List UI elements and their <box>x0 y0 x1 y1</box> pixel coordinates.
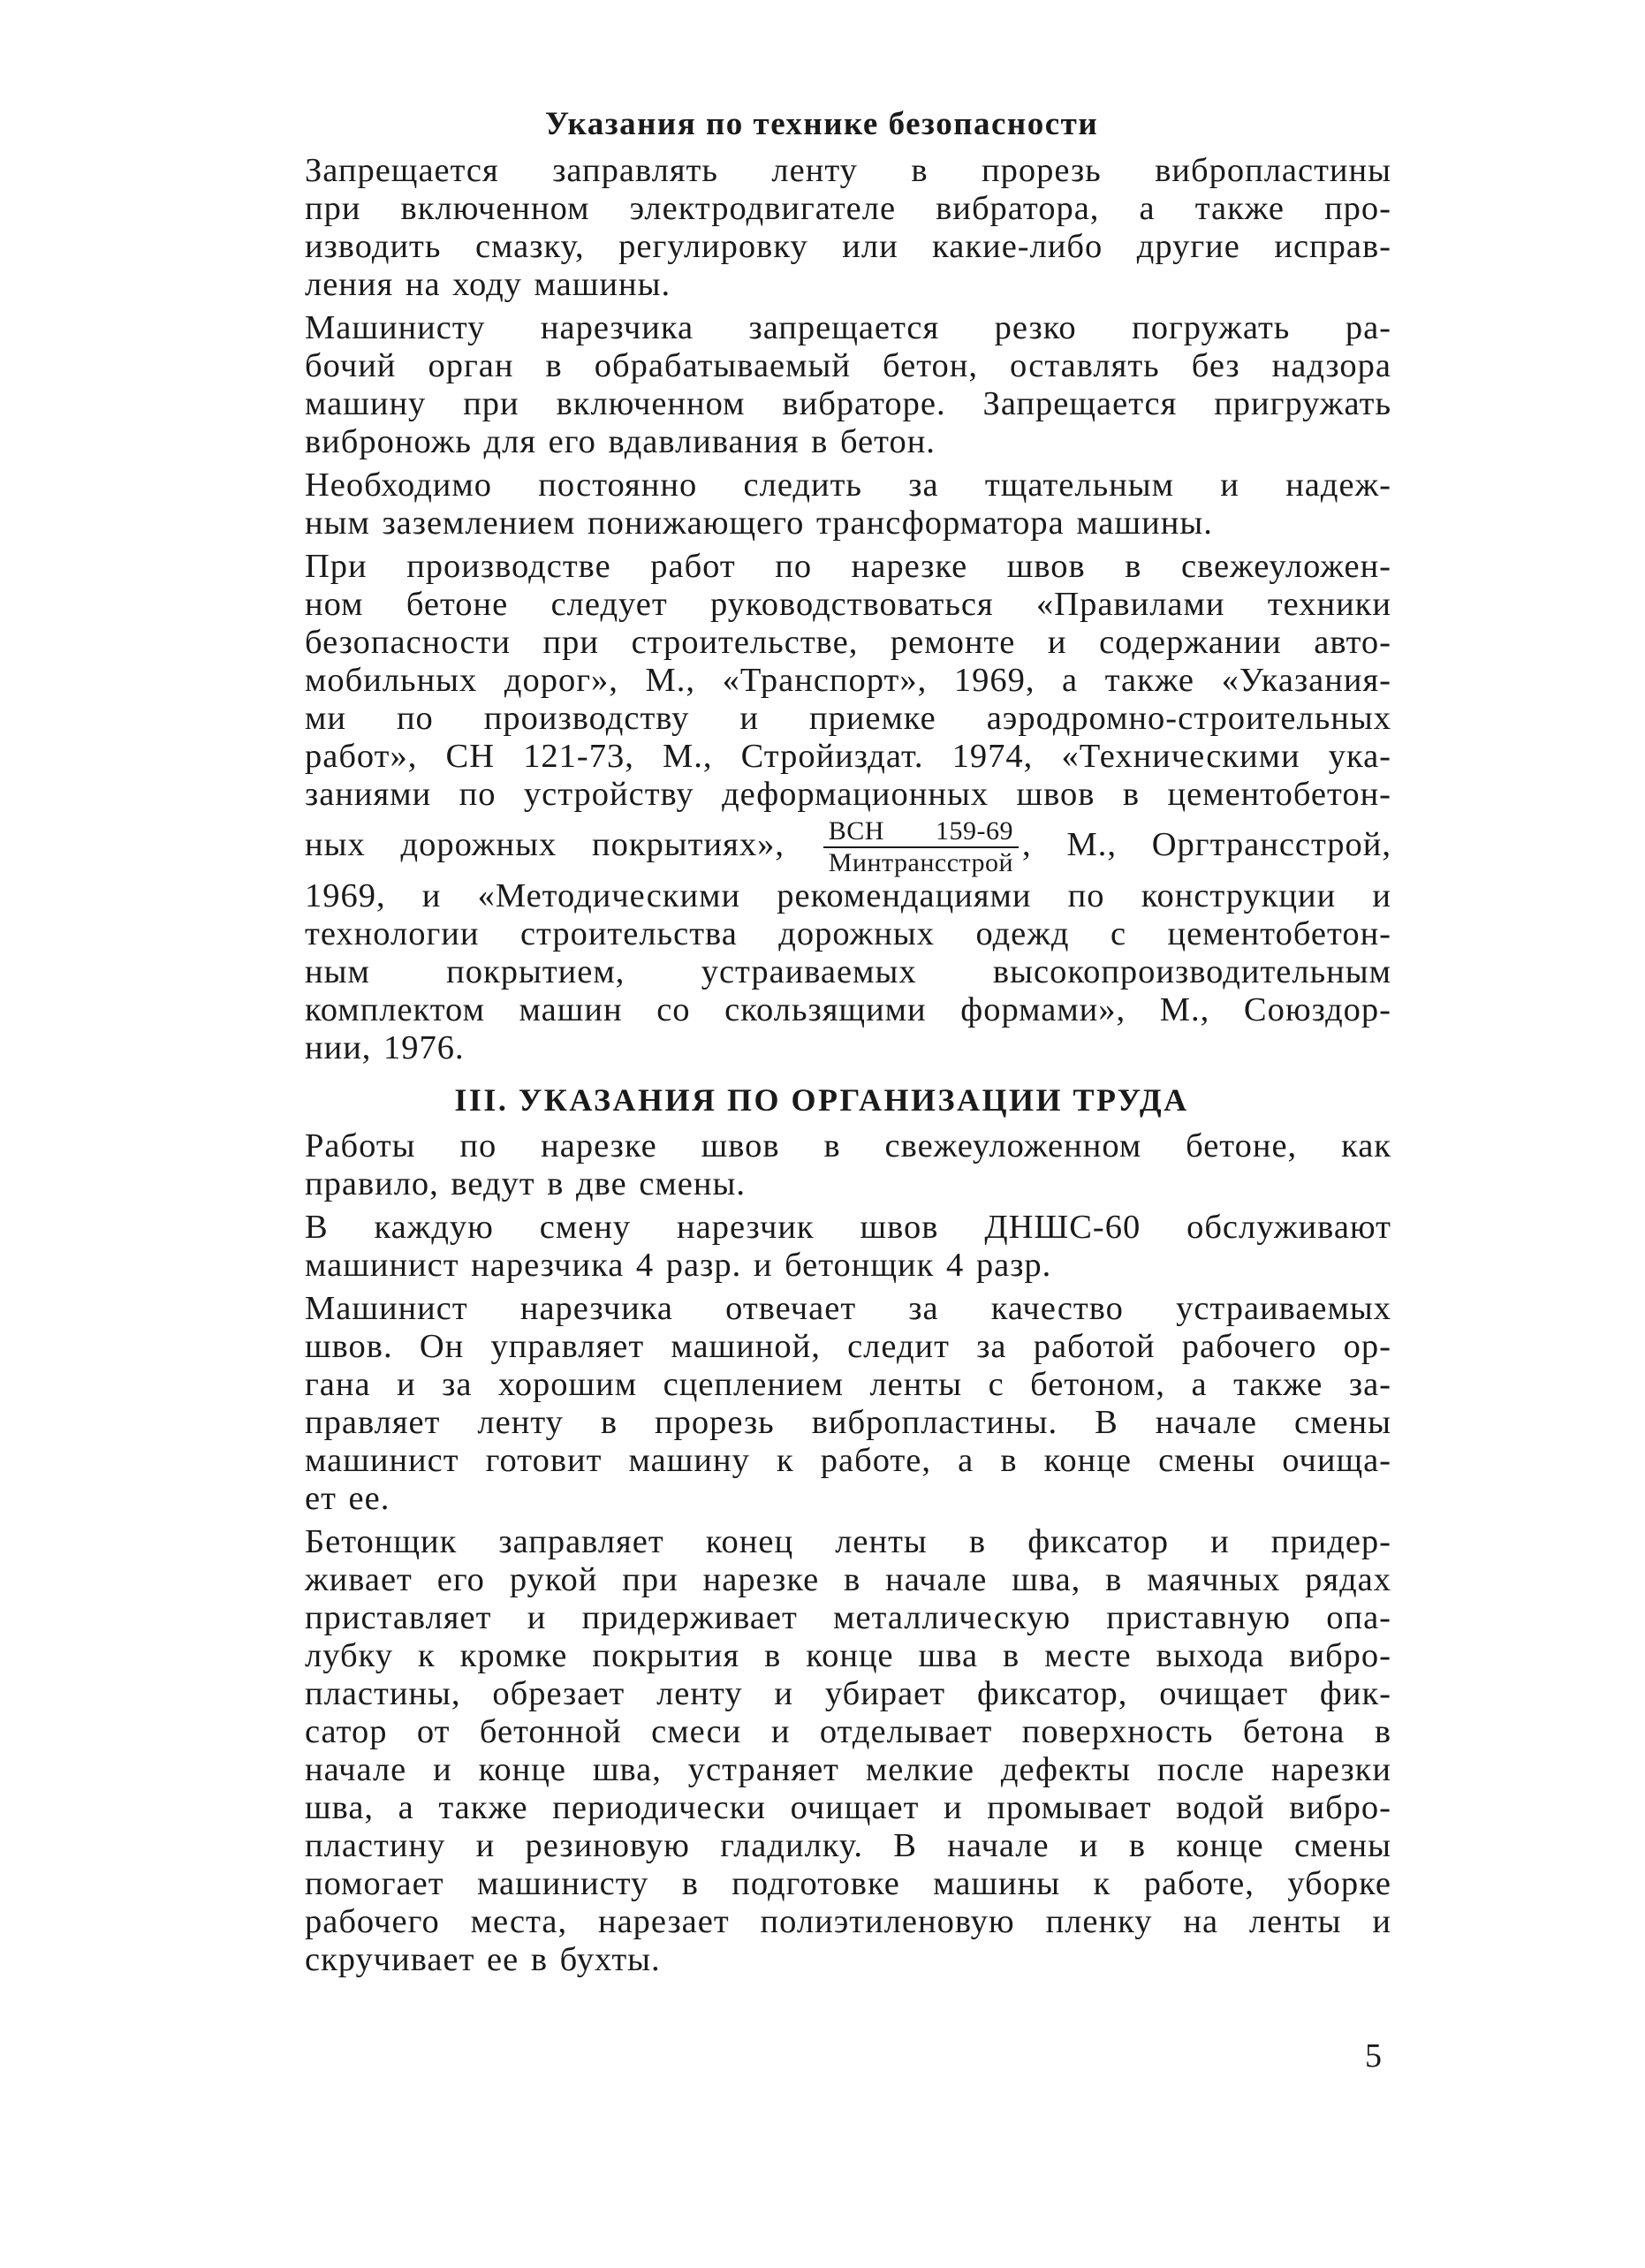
text-line: приставляет и придерживает металлическую приставную опа- <box>305 1599 1391 1637</box>
text-line: правляет ленту в прорезь вибропластины. В начале смены <box>305 1404 1391 1442</box>
text-line: виброножь для его вдавливания в бетон. <box>305 423 936 460</box>
page-number: 5 <box>1365 2037 1382 2075</box>
fraction-numerator: ВСН 159-69 <box>823 817 1019 848</box>
labor-paragraph-4 <box>252 1523 1391 1979</box>
labor-paragraph-3 <box>252 1290 1391 1518</box>
labor-paragraph-1 <box>252 1127 1391 1203</box>
text-line: безопасности при строительстве, ремонте и содержании авто- <box>305 624 1391 661</box>
text-line: ми по производству и приемке аэродромно-строительных <box>305 700 1391 737</box>
text-line: шва, а также периодически очищает и промывает водой вибро- <box>305 1789 1391 1827</box>
text-line: При производстве работ по нарезке швов в свежеуложен- <box>305 548 1391 585</box>
fraction-denominator: Минтрансстрой <box>828 848 1014 878</box>
text-line: правило, ведут в две смены. <box>305 1165 746 1203</box>
text-line: заниями по устройству деформационных швов в цементобетон- <box>305 776 1391 813</box>
text-line: ным заземлением понижающего трансформатора машины. <box>305 504 1213 542</box>
text-line: при включенном электродвигателе вибратора, а также про- <box>305 190 1391 227</box>
text-line: живает его рукой при нарезке в начале шва, в маячных рядах <box>305 1561 1391 1599</box>
text-line: пластину и резиновую гладилку. В начале и в конце смены <box>305 1827 1391 1865</box>
text-line: Работы по нарезке швов в свежеуложенном бетоне, как <box>305 1127 1391 1165</box>
text-line: ления на ходу машины. <box>305 266 671 303</box>
text-line: изводить смазку, регулировку или какие-либо другие исправ- <box>305 228 1391 265</box>
text-line: нии, 1976. <box>305 1029 465 1067</box>
text-line: сатор от бетонной смеси и отделывает поверхность бетона в <box>305 1713 1391 1751</box>
text-line: помогает машинисту в подготовке машины к работе, уборке <box>305 1865 1391 1903</box>
text-line: ном бетоне следует руководствоваться «Правилами техники <box>305 586 1391 623</box>
text-line: работ», СН 121-73, М., Стройиздат. 1974, «Техническими ука- <box>305 738 1391 775</box>
text-line: машинист нарезчика 4 разр. и бетонщик 4 разр. <box>305 1247 1052 1285</box>
text-line: 1969, и «Методическими рекомендациями по конструкции и <box>305 877 1391 915</box>
standard-fraction <box>823 817 1019 877</box>
text-line: скручивает ее в бухты. <box>305 1941 661 1979</box>
page-content <box>252 104 1391 1984</box>
safety-heading: Указания по технике безопасности <box>544 106 1099 142</box>
text-line: ным покрытием, устраиваемых высокопроизводительным <box>305 953 1391 991</box>
fraction-line <box>252 814 1391 877</box>
text-line: ет ее. <box>305 1480 390 1518</box>
text-line: мобильных дорог», М., «Транспорт», 1969, а также «Указания- <box>305 662 1391 699</box>
text-line: Бетонщик заправляет конец ленты в фиксатор и придер- <box>305 1523 1391 1561</box>
text-line: гана и за хорошим сцеплением ленты с бетоном, а также за- <box>305 1366 1391 1404</box>
safety-paragraph-4 <box>252 548 1391 1067</box>
text-line: Машинисту нарезчика запрещается резко погружать ра- <box>305 309 1391 346</box>
text-line: бочий орган в обрабатываемый бетон, оставлять без надзора <box>305 347 1391 384</box>
safety-paragraph-3 <box>252 466 1391 542</box>
text-line: Машинист нарезчика отвечает за качество устраиваемых <box>305 1290 1391 1328</box>
safety-paragraph-1 <box>252 152 1391 304</box>
text-line: пластины, обрезает ленту и убирает фиксатор, очищает фик- <box>305 1675 1391 1713</box>
text-line: рабочего места, нарезает полиэтиленовую пленку на ленты и <box>305 1903 1391 1941</box>
labor-paragraph-2 <box>252 1209 1391 1285</box>
text-line: лубку к кромке покрытия в конце шва в месте выхода вибро- <box>305 1637 1391 1675</box>
text-line: В каждую смену нарезчик швов ДНШС-60 обслуживают <box>305 1209 1391 1247</box>
text-line: технологии строительства дорожных одежд с цементобетон- <box>305 915 1391 953</box>
labor-heading: III. УКАЗАНИЯ ПО ОРГАНИЗАЦИИ ТРУДА <box>454 1082 1189 1119</box>
text-line: машинист готовит машину к работе, а в конце смены очища- <box>305 1442 1391 1480</box>
text-line: начале и конце шва, устраняет мелкие дефекты после нарезки <box>305 1751 1391 1789</box>
text-line: машину при включенном вибраторе. Запрещается пригружать <box>305 385 1391 422</box>
text-line: комплектом машин со скользящими формами», М., Союздор- <box>305 991 1391 1029</box>
fraction-line-end: , М., Оргтрансстрой, <box>1022 826 1392 863</box>
text-line: Необходимо постоянно следить за тщательным и надеж- <box>305 466 1391 504</box>
text-line: Запрещается заправлять ленту в прорезь вибропластины <box>305 152 1391 189</box>
text-line: швов. Он управляет машиной, следит за работой рабочего ор- <box>305 1328 1391 1366</box>
safety-paragraph-2 <box>252 309 1391 461</box>
fraction-line-start: ных дорожных покрытиях», <box>305 826 785 863</box>
